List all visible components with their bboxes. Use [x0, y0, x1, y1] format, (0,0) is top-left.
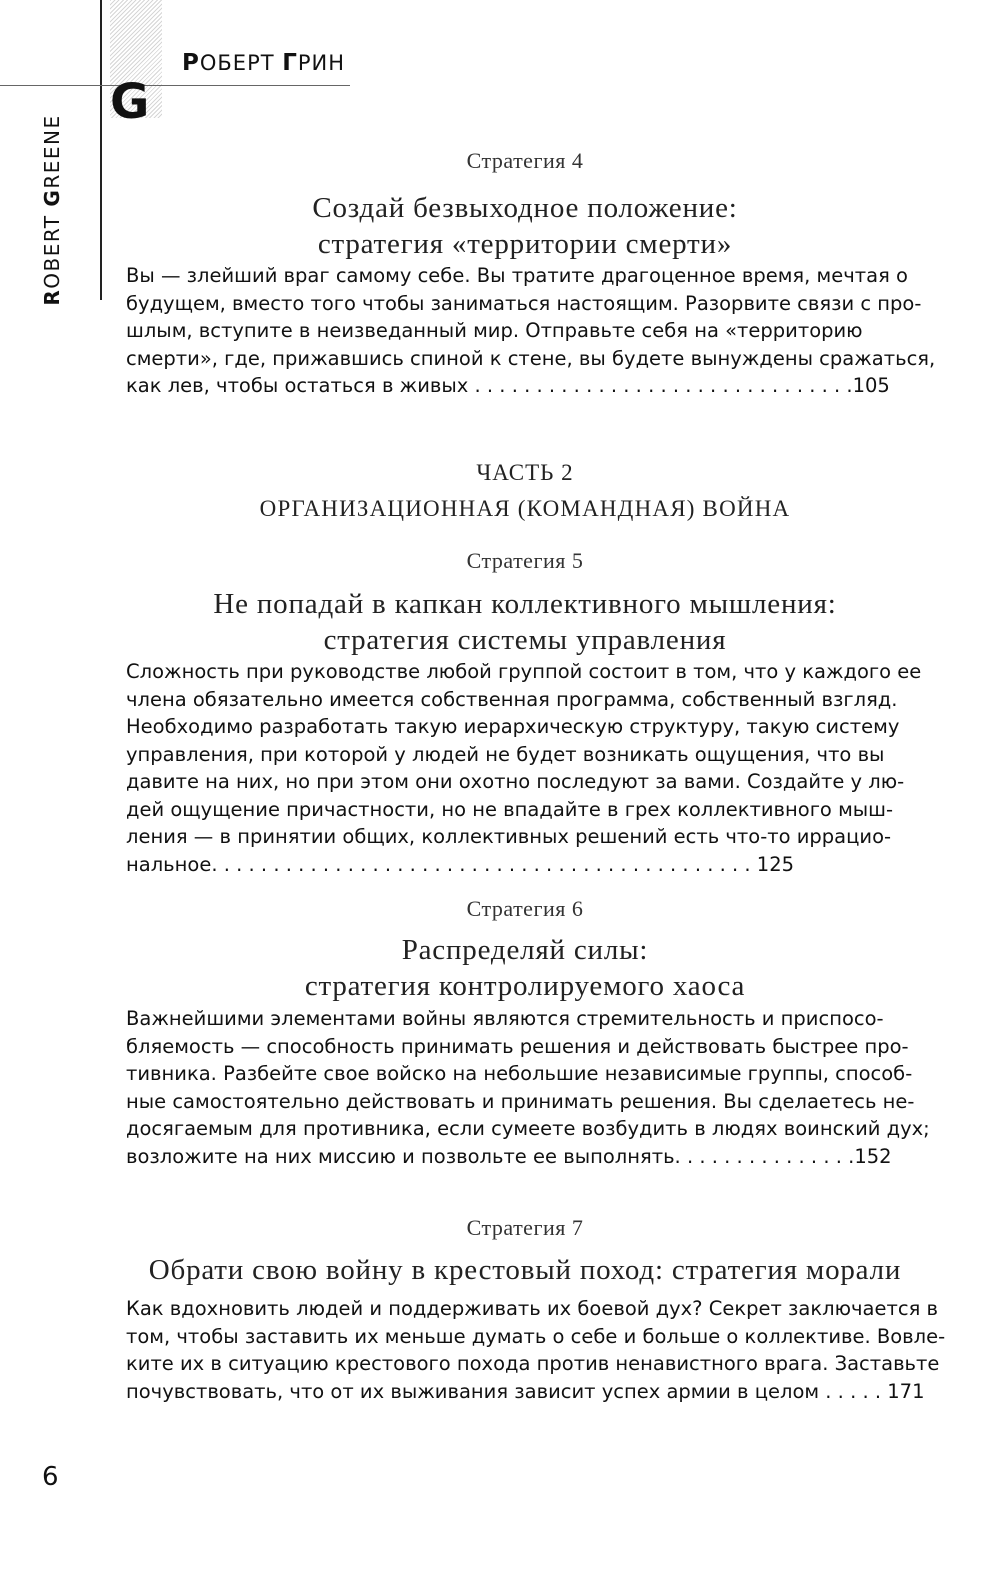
strategy-5-line-page-ref: нальное. . . . . . . . . . . . . . . . . . . . . . . . . . . . . . . . . . . . . . . . . . . . 125: [126, 852, 795, 876]
author-initial-first: Р: [182, 50, 200, 76]
strategy-6-heading: Стратегия 6: [466, 896, 584, 921]
strategy-7-line: том, чтобы заставить их меньше думать о себе и больше о коллективе. Вовле-: [126, 1324, 946, 1348]
strategy-5-line: управления, при которой у людей не будет возникать ощущения, что вы: [126, 742, 885, 766]
strategy-5-line: давите на них, но при этом они охотно последуют за вами. Создайте у лю-: [126, 770, 905, 793]
author-initial-last: Г: [282, 50, 298, 76]
strategy-4-line: смерти», где, прижавшись спиной к стене, вы будете вынуждены сражаться,: [126, 346, 936, 370]
strategy-5-line: Сложность при руководстве любой группой состоит в том, что у каждого ее: [126, 660, 922, 683]
spine-author-name: [40, 114, 64, 305]
strategy-5-line: члена обязательно имеется собственная программа, собственный взгляд.: [126, 687, 898, 711]
strategy-6-line: тивника. Разбейте свое войско на небольшие независимые группы, способ-: [126, 1062, 913, 1085]
strategy-7-heading: Стратегия 7: [466, 1215, 584, 1240]
strategy-5-line: ления — в принятии общих, коллективных решений есть что-то иррацио-: [126, 825, 892, 848]
strategy-4-description: [126, 262, 936, 400]
strategy-4-line: шлым, вступите в неизведанный мир. Отправьте себя на «территорию: [126, 319, 863, 342]
strategy-4-title-line2: стратегия «территории смерти»: [317, 228, 733, 260]
strategy-6-description: [126, 1005, 930, 1170]
author-last-rest: РИН: [297, 51, 346, 75]
strategy-4-line: Вы — злейший враг самому себе. Вы тратите драгоценное время, мечтая о: [126, 264, 908, 287]
running-head-author: [182, 50, 345, 76]
strategy-5-title-line1: Не попадай в капкан коллективного мышления:: [213, 588, 837, 620]
strategy-4-title-line1: Создай безвыходное положение:: [312, 192, 738, 224]
strategy-7-line-page-ref: почувствовать, что от их выживания зависит успех армии в целом . . . . . 171: [126, 1379, 925, 1403]
strategy-6-title-line1: Распределяй силы:: [401, 934, 649, 966]
strategy-6-title: [130, 932, 920, 1004]
strategy-6-line: ные самостоятельно действовать и принимать решения. Вы сделаетесь не-: [126, 1089, 915, 1113]
spine-obert: OBERT: [40, 206, 64, 289]
strategy-7-description: [126, 1295, 946, 1405]
strategy-6-line: досягаемым для противника, если сумеете возбудить в людях воинский дух;: [126, 1117, 930, 1140]
strategy-7-line: ките их в ситуацию крестового похода против ненавистного врага. Заставьте: [126, 1352, 940, 1375]
strategy-7-title-line1: Обрати свою войну в крестовый поход: стратегия морали: [148, 1254, 902, 1286]
strategy-5-line: дей ощущение причастности, но не впадайте в грех коллективного мыш-: [126, 797, 894, 821]
strategy-4-line-page-ref: как лев, чтобы остаться в живых . . . . . . . . . . . . . . . . . . . . . . . . . . . . . . .105: [126, 374, 890, 397]
part-2-name: ОРГАНИЗАЦИОННАЯ (КОМАНДНАЯ) ВОЙНА: [259, 496, 791, 521]
strategy-6-title-line2: стратегия контролируемого хаоса: [304, 970, 746, 1002]
author-first-rest: ОБЕРТ: [199, 51, 283, 75]
g-logo: G: [110, 74, 150, 130]
strategy-4-line: будущем, вместо того чтобы заниматься настоящим. Разорвите связи с про-: [126, 291, 922, 315]
strategy-7-line: Как вдохновить людей и поддерживать их боевой дух? Секрет заключается в: [126, 1297, 939, 1320]
strategy-6-line: бляемость — способность принимать решения и действовать быстрее про-: [126, 1034, 909, 1058]
header-rule-horizontal: [0, 85, 350, 86]
strategy-4-heading: Стратегия 4: [466, 148, 584, 173]
strategy-5-description: [126, 658, 920, 878]
strategy-6-line-page-ref: возложите на них миссию и позвольте ее выполнять. . . . . . . . . . . . . . .152: [126, 1144, 892, 1168]
strategy-6-line: Важнейшими элементами войны являются стремительность и приспосо-: [126, 1007, 884, 1030]
strategy-5-title-line2: стратегия системы управления: [323, 624, 727, 656]
strategy-5-line: Необходимо разработать такую иерархическую структуру, такую систему: [126, 715, 900, 738]
strategy-4-title: [130, 190, 920, 262]
margin-rule-vertical: [100, 0, 102, 300]
strategy-5-heading: Стратегия 5: [466, 548, 584, 573]
strategy-7-title: [130, 1252, 920, 1288]
page-number: 6: [42, 1462, 59, 1492]
spine-reene: REENE: [40, 114, 64, 189]
spine-initial-r: R: [40, 288, 64, 306]
part-2-label: ЧАСТЬ 2: [476, 460, 574, 485]
spine-initial-g: G: [40, 188, 64, 207]
strategy-5-title: [130, 586, 920, 658]
